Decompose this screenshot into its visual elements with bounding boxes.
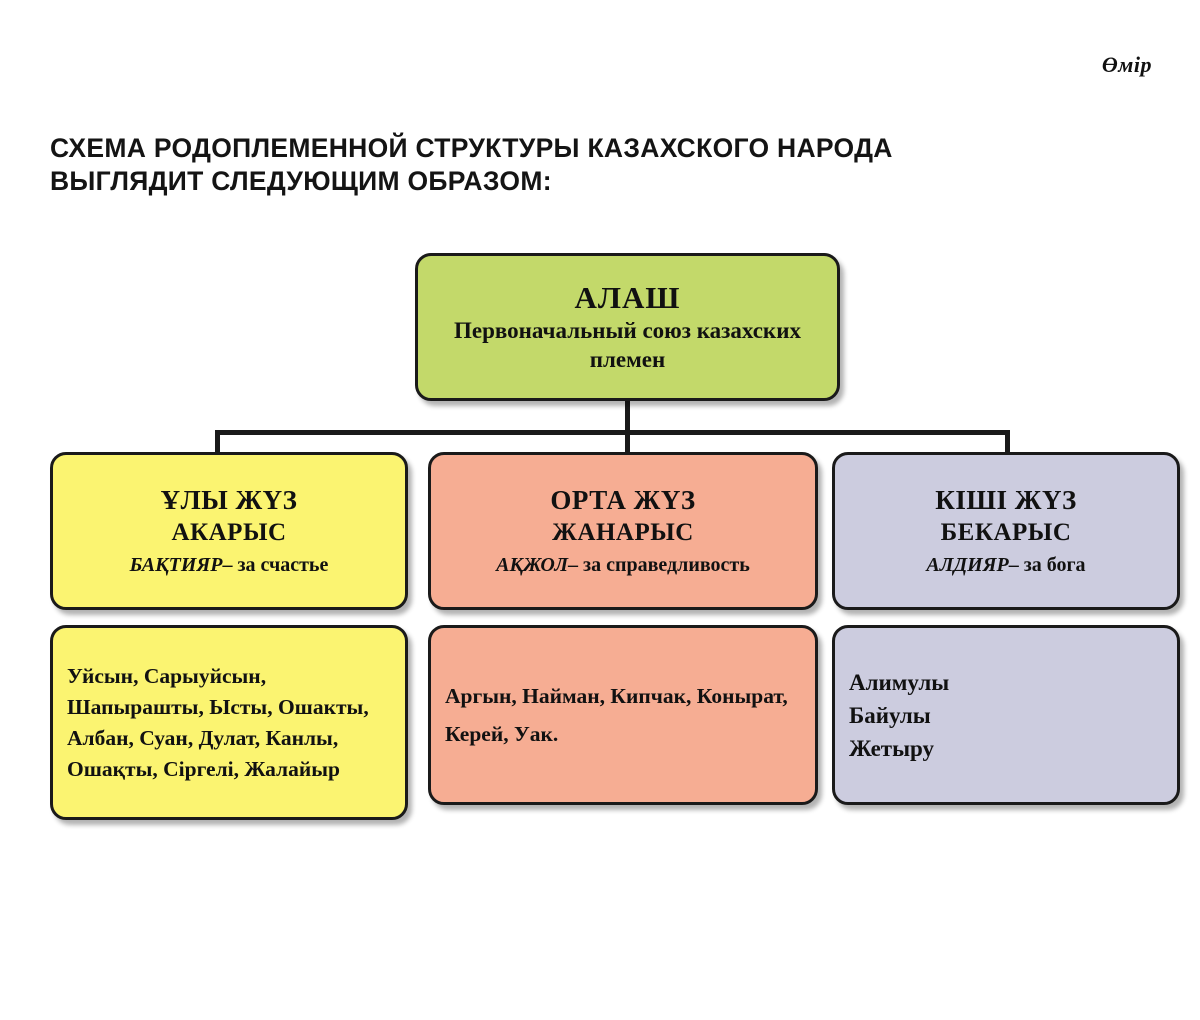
node-alash-description: Первоначальный союз казахских племен — [454, 318, 801, 372]
connector-root-vertical — [625, 401, 630, 433]
node-orta-juz-motto-meaning: – за справедливость — [568, 553, 750, 576]
node-kishi-juz-subtitle: БЕКАРЫС — [940, 518, 1072, 546]
node-uly-juz-motto — [130, 552, 329, 579]
node-orta-juz-motto-word: АҚЖОЛ — [496, 553, 569, 576]
node-orta-juz — [428, 452, 818, 610]
page-title-line1: СХЕМА РОДОПЛЕМЕННОЙ СТРУКТУРЫ КАЗАХСКОГО НАРОДА — [50, 133, 893, 163]
node-uly-juz-subtitle: АКАРЫС — [171, 518, 287, 546]
node-kishi-juz-title: КІШІ ЖҮЗ — [935, 484, 1077, 515]
node-uly-juz-motto-meaning: – за счастье — [222, 553, 329, 576]
node-kishi-juz-motto — [926, 552, 1085, 579]
node-uly-juz-tribes-text: Уйсын, Сарыуйсын, Шапырашты, Ысты, Ошакты, Албан, Суан, Дулат, Канлы, Ошақты, Сіргелі, Жалайыр — [67, 663, 369, 781]
node-orta-juz-title: ОРТА ЖҮЗ — [550, 484, 696, 515]
node-alash — [415, 253, 840, 401]
node-kishi-juz-tribes — [832, 625, 1180, 805]
node-kishi-juz-tribes-text: Алимулы Байулы Жетыру — [849, 669, 950, 761]
node-uly-juz-title: ҰЛЫ ЖҮЗ — [160, 484, 298, 515]
node-kishi-juz — [832, 452, 1180, 610]
node-kishi-juz-motto-word: АЛДИЯР — [926, 553, 1009, 576]
page-title — [50, 132, 1110, 198]
node-uly-juz-motto-word: БАҚТИЯР — [129, 553, 223, 576]
connector-horizontal-bus — [215, 430, 1010, 435]
page-title-line2: ВЫГЛЯДИТ СЛЕДУЮЩИМ ОБРАЗОМ: — [50, 166, 552, 196]
node-orta-juz-tribes-text: Аргын, Найман, Кипчак, Конырат, Керей, Уак. — [445, 684, 788, 746]
node-uly-juz-tribes — [50, 625, 408, 820]
node-uly-juz — [50, 452, 408, 610]
node-alash-title: АЛАШ — [574, 280, 681, 315]
node-kishi-juz-motto-meaning: – за бога — [1008, 553, 1086, 576]
node-orta-juz-subtitle: ЖАНАРЫС — [552, 518, 694, 546]
node-orta-juz-motto — [496, 552, 750, 579]
node-orta-juz-tribes — [428, 625, 818, 805]
watermark: Өмір — [1101, 52, 1152, 77]
